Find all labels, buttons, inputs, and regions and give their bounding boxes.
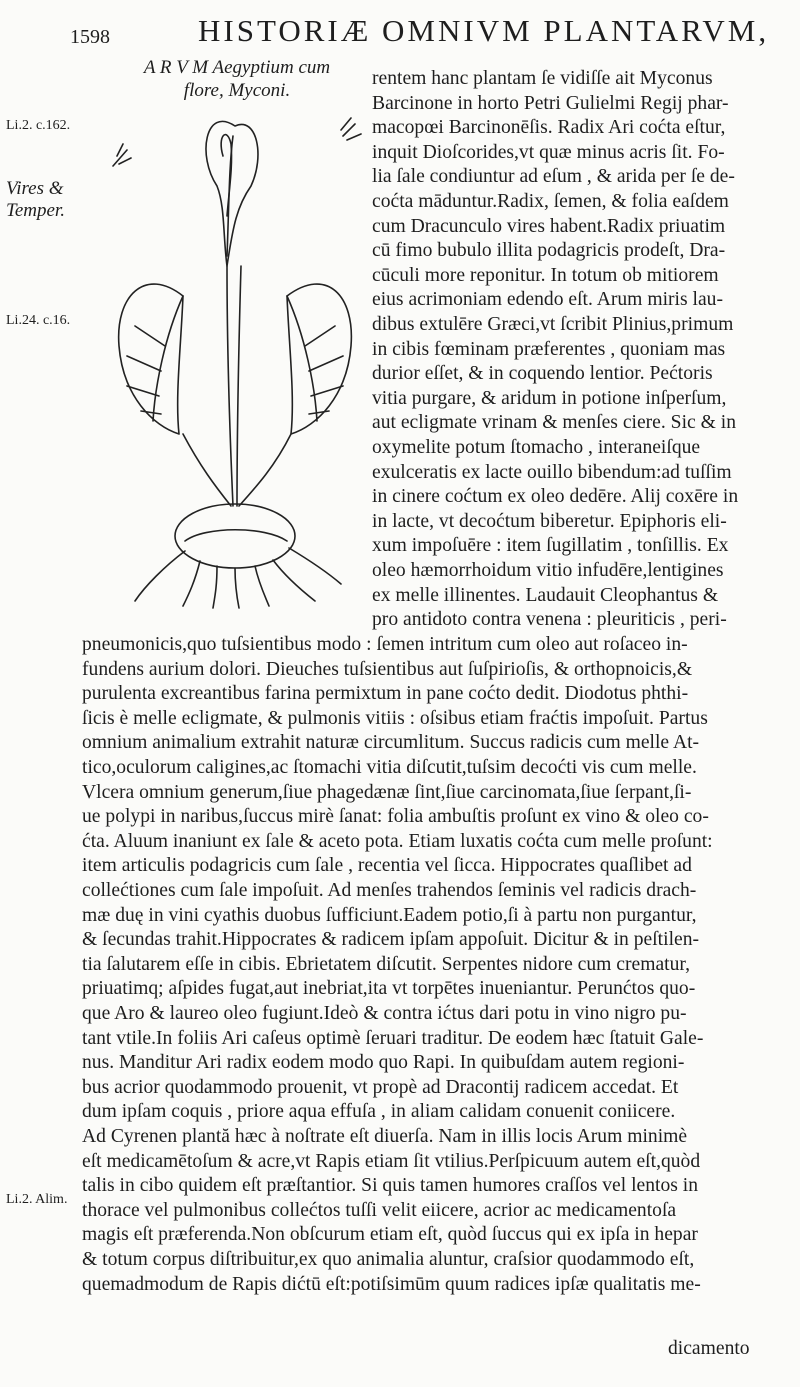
margin-reference: Li.2. c.162. [6, 118, 71, 133]
text-line: & totum corpus diſtribuitur,ex quo animalia aluntur, craſsior quodammodo eſt, [82, 1249, 695, 1270]
caption-line: flore, Myconi. [183, 80, 291, 101]
text-line: collećtiones cum ſale impoſuit. Ad menſes trahendos ſeminis vel radicis drach- [82, 880, 697, 901]
text-line: cū fimo bubulo illita podagricis prodeſt, Dra- [372, 240, 726, 262]
text-line: inquit Dioſcorides,vt quæ minus acris ſit. Fo- [372, 141, 725, 163]
text-line: tant vtile.In foliis Ari caſeus optimè ſeruari traditur. De eodem hæc ſtatuit Gale- [82, 1027, 704, 1049]
text-line: mæ duę in vini cyathis duobus ſufficiunt.Eadem potio,ſi à partu non purgantur, [82, 904, 697, 926]
text-line: talis in cibo quidem eſt præſtantior. Si quis tamen humores craſſos vel lentos in [82, 1175, 699, 1197]
text-line: macopœi Barcinonēſis. Radix Ari coćta eſtur, [372, 117, 726, 139]
text-line: pneumonicis,quo tuſsientibus modo : ſemen intritum cum oleo aut roſaceo in- [82, 634, 688, 655]
text-line: in cinere coćtum ex oleo dedēre. Alij coxēre in [372, 486, 739, 508]
text-line: ex melle illinentes. Laudauit Cleophantus & [372, 584, 719, 606]
text-line: oleo hæmorrhoidum vitio infudēre,lentigines [372, 560, 724, 581]
running-title: HISTORIÆ OMNIVM PLANTARVM, [198, 13, 770, 48]
text-line: in lacte, vt decoćtum biberetur. Epiphoris eli- [372, 510, 727, 532]
caption-line: A R V M Aegyptium cum [143, 57, 331, 78]
text-line: aut ecligmate vrinam & menſes ciere. Sic & in [372, 412, 736, 434]
text-line: durior eſſet, & in coquendo lentior. Pećtoris [372, 363, 713, 385]
text-line: vitia purgare, & aridum in potione inſperſum, [372, 387, 727, 409]
arum-woodcut-illustration [105, 96, 365, 611]
text-line: xum impoſuēre : item ſugillatim , tonſillis. Ex [372, 535, 729, 557]
text-line: ćta. Aluum inaniunt ex ſale & aceto pota. Etiam luxatis coćta cum melle proſunt: [82, 830, 713, 852]
catchword: dicamento [668, 1338, 750, 1359]
text-line: Barcinone in horto Petri Gulielmi Regij phar- [372, 92, 729, 114]
text-line: magis eſt præferenda.Non obſcurum etiam eſt, quòd ſuccus qui ex ipſa in hepar [82, 1224, 698, 1246]
text-line: que Aro & laureo oleo fugiunt.Ideò & contra ićtus dari potu in vino nigro pu- [82, 1003, 687, 1024]
text-line: eius acrimoniam edendo eſt. Arum miris lau- [372, 289, 723, 311]
text-line: item articulis podagricis cum ſale , recentia vel ſicca. Hippocrates quaſlibet ad [82, 855, 692, 877]
text-line: tico,oculorum caligines,ac ſtomachi vitia diſcutit,tuſsim decoćti vis cum melle. [82, 757, 697, 778]
margin-section-heading [6, 178, 65, 222]
text-line: purulenta excreantibus farina permixtum in pane coćto dedit. Diodotus phthi- [82, 683, 689, 705]
text-line: thorace vel pulmonibus collećtos tuſſi velit eiicere, acrior ac medicamentoſa [82, 1199, 677, 1221]
page-number: 1598 [70, 26, 110, 48]
text-line: pro antidoto contra venena : pleuriticis , peri- [372, 609, 727, 631]
text-line: cūculi more reponitur. In totum ob mitiorem [372, 264, 719, 286]
text-line: cum Dracunculo vires habent.Radix priuatim [372, 215, 726, 237]
text-line: Vlcera omnium generum,ſiue phagedænæ ſint,ſiue carcinomata,ſiue ſerpant,ſi- [82, 781, 692, 803]
margin-section-line: Temper. [6, 200, 65, 221]
text-line: tia ſalutarem eſſe in cibis. Ebrietatem diſcutit. Serpentes nidore cum crematur, [82, 953, 691, 975]
text-line: Ad Cyrenen plantă hæc à noſtrate eſt diuerſa. Nam in illis locis Arum minimè [82, 1126, 688, 1147]
text-line: lia ſale condiuntur ad eſum , & arida per ſe de- [372, 166, 735, 188]
text-line: omnium animalium extrahit naturæ circumlitum. Succus radicis cum melle At- [82, 732, 700, 754]
text-line: eſt medicamētoſum & acre,vt Rapis etiam ſit vtilius.Perſpicuum autem eſt,quòd [82, 1150, 701, 1172]
text-line: rentem hanc plantam ſe vidiſſe ait Myconus [372, 68, 713, 89]
text-line: exulceratis ex lacte ouillo bibendum:ad tuſſim [372, 461, 732, 483]
text-line: dibus extulēre Græci,vt ſcribit Plinius,primum [372, 314, 734, 335]
text-line: coćta māduntur.Radix, ſemen, & folia eaſdem [372, 191, 729, 212]
text-line: dum ipſam coquis , priore aqua effuſa , in aliam calidam conuenit coniicere. [82, 1101, 676, 1123]
text-line: nus. Manditur Ari radix eodem modo quo Rapi. In quibuſdam autem regioni- [82, 1052, 685, 1074]
text-line: oxymelite potum ſtomacho , interaneiſque [372, 437, 701, 458]
text-line: fundens aurium dolori. Dieuches tuſsientibus aut ſuſpirioſis, & orthopnoicis,& [82, 658, 693, 680]
text-line: ſicis è melle ecligmate, & pulmonis vitiis : oſsibus etiam fraćtis impoſuit. Partus [82, 707, 708, 729]
text-line: quemadmodum de Rapis dićtū eſt:potiſsimūm quum radices ipſæ qualitatis me- [82, 1273, 701, 1295]
margin-reference: Li.24. c.16. [6, 313, 71, 328]
text-line: in cibis fœminam præferentes , quoniam mas [372, 338, 726, 360]
text-line: ue polypi in naribus,ſuccus mirè ſanat: folia ambuſtis proſunt ex vino & oleo co- [82, 806, 709, 828]
text-line: bus acrior quodammodo prouenit, vt propè ad Dracontij radicem accedat. Et [82, 1076, 679, 1098]
margin-reference: Li.2. Alim. [6, 1192, 68, 1207]
running-head [70, 14, 770, 48]
text-line: & ſecundas trahit.Hippocrates & radicem ipſam appoſuit. Dicitur & in peſtilen- [82, 929, 700, 951]
text-line: priuatimq; aſpides fugat,aut inebriat,ita vt torpētes inueniantur. Perunćtos quo- [82, 978, 696, 1000]
margin-section-line: Vires & [6, 178, 64, 199]
